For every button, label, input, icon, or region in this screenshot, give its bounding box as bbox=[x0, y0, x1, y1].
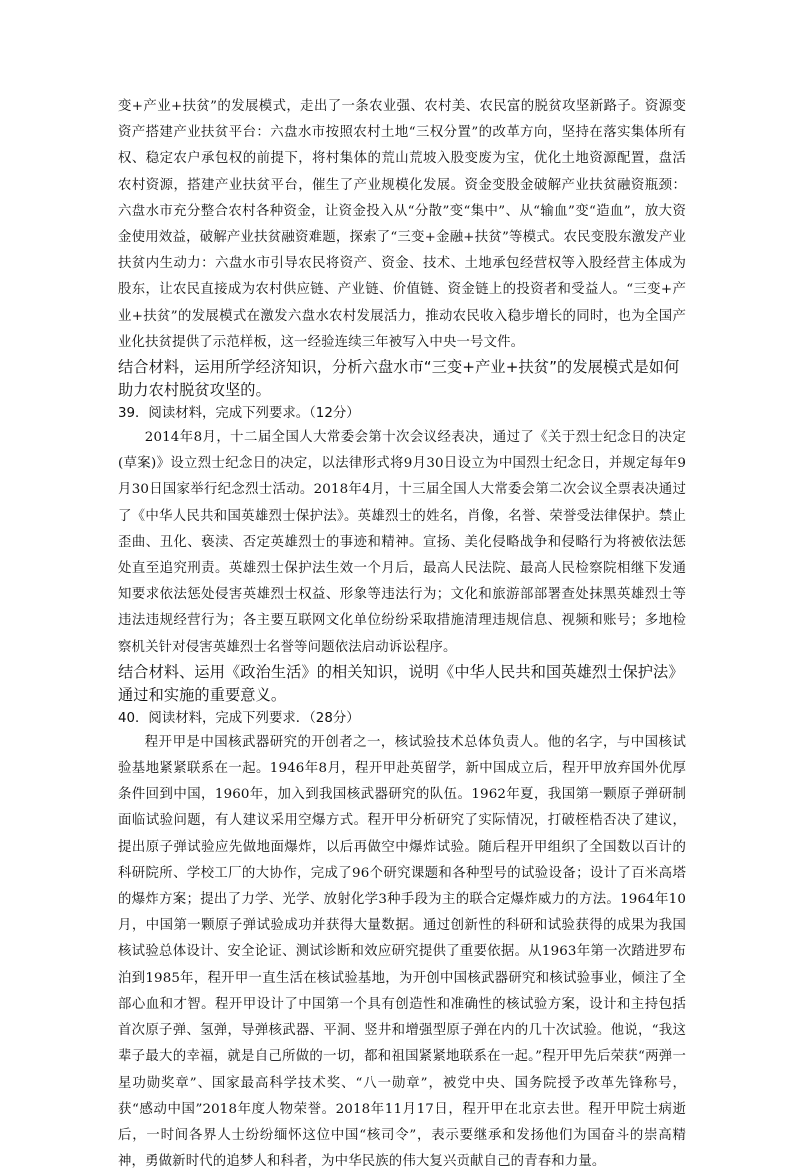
q40-heading: 40．阅读材料，完成下列要求．（28分） bbox=[118, 710, 360, 726]
q38-material-tail: 变+产业+扶贫”的发展模式，走出了一条农业强、农村美、农民富的脱贫攻坚新路子。资源变资产搭建产业扶贫平台：六盘水市按照农村土地“三权分置”的改革方向，坚持在落实集体所有权、稳定农户承包权的前提下，将村集体的荒山荒坡入股变废为宝，优化土地资源配置，盘活农村资源，搭建产业扶贫平台，催生了产业规模化发展。资金变股金破解产业扶贫融资瓶颈：六盘水市充分整合农村各种资金，让资金投入从“分散”变“集中”、从“输血”变“造血”，放大资金使用效益，破解产业扶贫融资难题，探索了“三变+金融+扶贫”等模式。农民变股东激发产业扶贫内生动力：六盘水市引导农民将资产、资金、技术、土地承包经营权等入股经营主体成为股东，让农民直接成为农村供应链、产业链、价值链、资金链上的投资者和受益人。“三变+产业+扶贫”的发展模式在激发六盘水农村发展活力，推动农民收入稳步增长的同时，也为全国产业化扶贫提供了示范样板，这一经验连续三年被写入中央一号文件。 bbox=[118, 99, 686, 350]
q40-material: 程开甲是中国核武器研究的开创者之一，核试验技术总体负责人。他的名字，与中国核试验基地紧紧联系在一起。1946年8月，程开甲赴英留学，新中国成立后，程开甲放弃国外优厚条件回到中国，1960年，加入到我国核武器研究的队伍。1962年夏，我国第一颗原子弹研制面临试验问题，有人建议采用空爆方式。程开甲分析研究了实际情况，打破桎梏否决了建议，提出原子弹试验应先做地面爆炸，以后再做空中爆炸试验。随后程开甲组织了全国数以百计的科研院所、学校工厂的大协作，完成了96个研究课题和各种型号的试验设备；设计了百米高塔的爆炸方案；提出了力学、光学、放射化学3种手段为主的联合定爆炸威力的方法。1964年10月，中国第一颗原子弹试验成功并获得大量数据。通过创新性的科研和试验获得的成果为我国核试验总体设计、安全论证、测试诊断和效应研究提供了重要依据。从1963年第一次踏进罗布泊到1985年，程开甲一直生活在核试验基地，为开创中国核武器研究和核试验事业，倾注了全部心血和才智。程开甲设计了中国第一个具有创造性和准确性的核试验方案，设计和主持包括首次原子弹、氢弹，导弹核武器、平洞、竖井和增强型原子弹在内的几十次试验。他说，“我这辈子最大的幸福，就是自己所做的一切，都和祖国紧紧地联系在一起。”程开甲先后荣获“两弹一星功勋奖章”、国家最高科学技术奖、“八一勋章”，被党中央、国务院授予改革先锋称号，获“感动中国”2018年度人物荣誉。2018年11月17日，程开甲在北京去世。程开甲院士病逝后，一时间各界人士纷纷缅怀这位中国“核司令”，表示要继承和发扬他们为国奋斗的崇高精神，勇做新时代的追梦人和科者，为中华民族的伟大复兴贡献自己的青春和力量。 bbox=[118, 734, 686, 1170]
q39-material: 2014年8月，十二届全国人大常委会第十次会议经表决，通过了《关于烈士纪念日的决定(草案)》设立烈士纪念日的决定，以法律形式将9月30日设立为中国烈士纪念日，并规定每年9月30日国家举行纪念烈士活动。2018年4月，十三届全国人大常委会第二次会议全票表决通过了《中华人民共和国英雄烈士保护法》。英雄烈士的姓名，肖像，名誉、荣誉受法律保护。禁止歪曲、丑化、亵渎、否定英雄烈士的事迹和精神。宣扬、美化侵略战争和侵略行为将被依法惩处直至追究刑责。英雄烈士保护法生效一个月后，最高人民法院、最高人民检察院相继下发通知要求依法惩处侵害英雄烈士权益、形象等违法行为；文化和旅游部部署查处抹黑英雄烈士等违法违规经营行为；各主要互联网文化单位纷纷采取措施清理违规信息、视频和账号；多地检察机关针对侵害英雄烈士名誉等问题依法启动诉讼程序。 bbox=[118, 430, 686, 655]
q39-question: 结合材料、运用《政治生活》的相关知识，说明《中华人民共和国英雄烈士保护法》通过和实施的重要意义。 bbox=[118, 662, 684, 704]
q39-heading: 39．阅读材料，完成下列要求。（12分） bbox=[118, 406, 360, 422]
q38-question: 结合材料，运用所学经济知识，分析六盘水市“三变+产业+扶贫”的发展模式是如何助力农村脱贫攻坚的。 bbox=[118, 358, 680, 400]
exam-page bbox=[118, 94, 686, 1175]
